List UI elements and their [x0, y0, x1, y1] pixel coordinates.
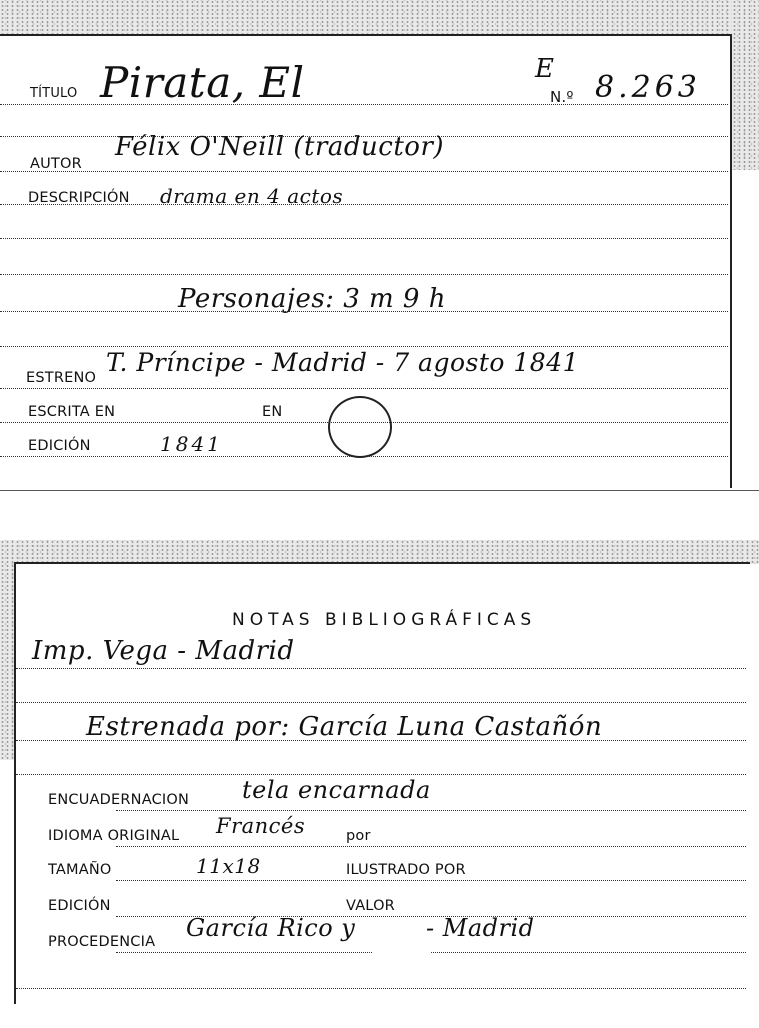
en-label: EN: [262, 404, 283, 420]
idioma-value: Francés: [216, 814, 306, 838]
escrita-label: ESCRITA EN: [28, 404, 116, 420]
number-label: N.º: [550, 88, 574, 106]
scan-noise-left: [0, 540, 14, 760]
catalog-card-top: [0, 34, 732, 488]
encuadernacion-label: ENCUADERNACION: [48, 792, 190, 808]
row-line: [0, 171, 728, 172]
personajes-value: Personajes: 3 m 9 h: [178, 284, 446, 314]
row-line: [116, 880, 746, 881]
autor-value: Félix O'Neill (traductor): [115, 132, 445, 162]
row-line: [116, 846, 746, 847]
edicion-value: 1841: [160, 432, 223, 456]
row-line: [16, 668, 746, 669]
row-line: [0, 238, 728, 239]
edicion-label: EDICIÓN: [28, 438, 91, 454]
note-imprenta: Imp. Vega - Madrid: [32, 636, 295, 666]
scan-noise-top: [0, 0, 759, 36]
encuadernacion-value: tela encarnada: [242, 776, 431, 804]
procedencia-value: García Rico y: [186, 914, 356, 942]
row-line: [0, 274, 728, 275]
descripcion-value: drama en 4 actos: [160, 184, 344, 208]
procedencia-label: PROCEDENCIA: [48, 934, 156, 950]
procedencia-value-2: - Madrid: [426, 914, 535, 942]
row-line: [16, 702, 746, 703]
number-value: 8.263: [595, 70, 701, 105]
row-line: [0, 346, 728, 347]
number-prefix: E: [535, 54, 555, 84]
tamano-value: 11x18: [196, 854, 261, 878]
valor-label: VALOR: [346, 898, 395, 914]
ilustrado-label: ILUSTRADO POR: [346, 862, 466, 878]
estreno-value: T. Príncipe - Madrid - 7 agosto 1841: [106, 348, 580, 377]
stamp-circle: [328, 396, 392, 458]
notas-heading: NOTAS BIBLIOGRÁFICAS: [232, 610, 537, 630]
row-line: [0, 388, 728, 389]
tamano-label: TAMAÑO: [48, 862, 112, 878]
note-estrenada: Estrenada por: García Luna Castañón: [86, 712, 603, 742]
card-bottom-edge: [0, 490, 759, 491]
scan-noise-middle: [0, 540, 759, 564]
redaction-blot: [372, 924, 432, 964]
row-line: [116, 810, 746, 811]
estreno-label: ESTRENO: [26, 370, 97, 386]
descripcion-label: DESCRIPCIÓN: [28, 190, 130, 206]
idioma-label: IDIOMA ORIGINAL: [48, 828, 180, 844]
titulo-label: TÍTULO: [30, 86, 78, 101]
row-line: [16, 774, 746, 775]
row-line: [16, 988, 746, 989]
catalog-card-bottom: [14, 562, 750, 1004]
scan-noise-right: [732, 0, 759, 170]
por-label: por: [346, 828, 371, 844]
autor-label: AUTOR: [30, 156, 82, 172]
titulo-value: Pirata, El: [100, 58, 305, 107]
edicion-label: EDICIÓN: [48, 898, 111, 914]
